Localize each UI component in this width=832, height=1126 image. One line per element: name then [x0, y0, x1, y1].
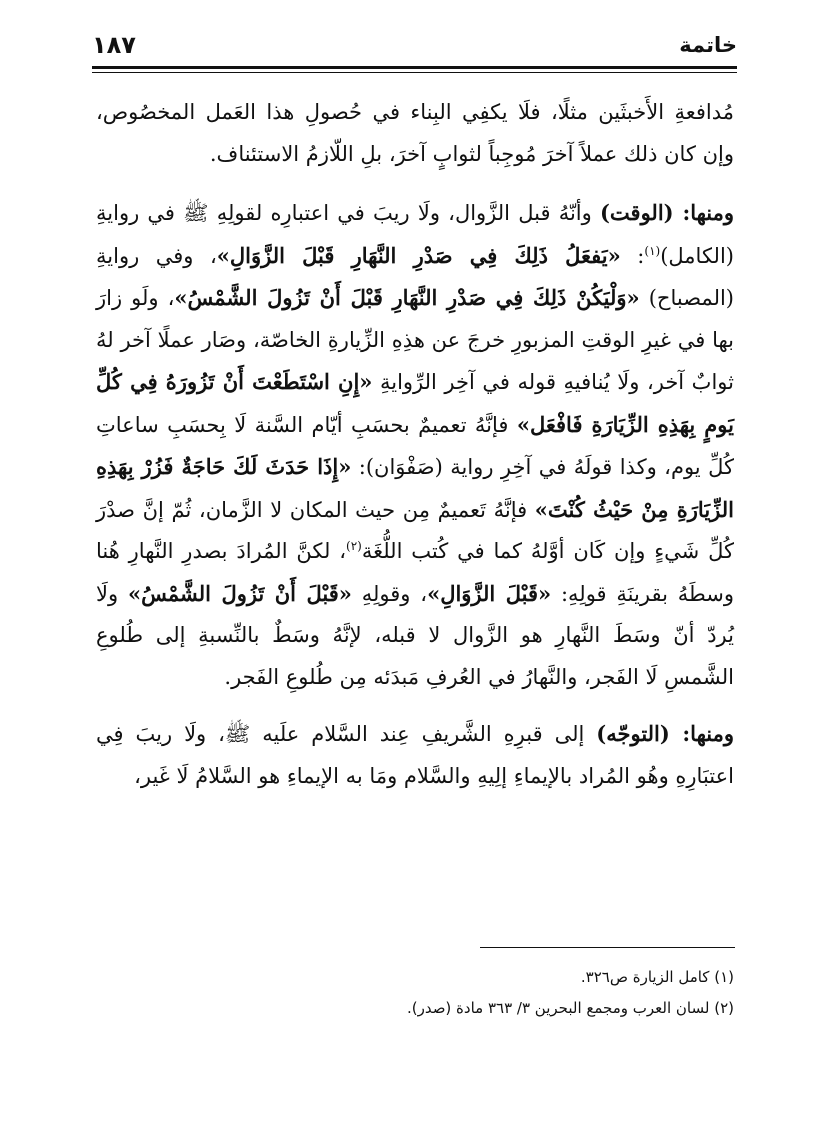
footnote-separator [480, 947, 735, 948]
quote-1: «يَفعَلُ ذَلِكَ فِي صَدْرِ النَّهَارِ قَبْلَ الزَّوَالِ» [216, 242, 621, 268]
section-lead-time: ومنها: (الوقت) [599, 200, 734, 225]
text-run: فإنَّهُ تَعميمٌ مِن حيث المكان لا الزَّمان، ثُمّ إنَّ صدْرَ كُلِّ شَيءٍ وإن كَان أوَّلهُ كما في كُتب اللُّغَة [96, 497, 734, 563]
paragraph-3 [96, 713, 734, 797]
page-header [92, 26, 737, 64]
page-number: ١٨٧ [92, 31, 136, 59]
text-run: ، وفي روايةِ (المصباح) [96, 243, 734, 310]
text-run: ، ولَو زارَ بها في غيرِ الوقتِ المزبورِ خرجَ عن هذِهِ الزِّيارةِ الخاصّة، وصَار عملًا آخر لهُ ثوابٌ آخر، ولَا يُنافيهِ قوله في آخِر الرِّوايةِ [96, 286, 734, 394]
text-run: ولَا يُردّ أنّ وسَطَ النَّهارِ هو الزَّوال لا قبله، لإنَّهُ وسَطٌ بالنِّسبةِ إلى طُلوعِ الشَّمسِ لَا الفَجر، والنَّهارُ في العُرفِ مَبدَئه مِن طُلوعِ الفَجر. [96, 581, 734, 689]
text-run: فإنَّهُ تعميمٌ بحسَبِ أيّام السَّنة لَا بِحسَبِ ساعاتِ كُلِّ يوم، وكذا قولَهُ في آخِرِ رواية (صَفْوَان): [96, 412, 734, 479]
quote-5: «قَبْلَ الزَّوَالِ» [427, 580, 552, 606]
text-run: : [620, 243, 645, 268]
running-title: خاتمة [679, 33, 737, 57]
quote-6: «قَبْلَ أَنْ تَزُولَ الشَّمْسُ» [127, 580, 352, 606]
footnote-ref-1: (١) [644, 243, 661, 258]
text-run: ، لكنَّ المُرادَ بصدرِ النَّهارِ هُنا وسطَهُ بقرينَةِ قولِهِ: [96, 539, 734, 606]
paragraph-1: مُدافعةِ الأَخبثَين مثلًا، فلَا يكفِي البِناء في حُصولِ هذا العَمل المخصُوص، وإن كان ذلك عملاً آخرَ مُوجِباً لثوابٍ آخرَ، بلِ اللّازمُ الاستئناف. [96, 100, 734, 166]
text-run: وأنّهُ قبل الزَّوال، ولَا ريبَ في اعتبارِه لقولِهِ ﷺ في روايةِ (الكامل) [96, 201, 734, 268]
paragraph-2 [96, 192, 734, 698]
footnotes [96, 962, 734, 1024]
header-rule-thick [92, 66, 737, 69]
text-run: إلى قبرِهِ الشَّريفِ عِند السَّلام علَيه ﷺ، ولَا ريبَ فِي اعتبَارِهِ وهُو المُراد بالإيماءِ إلِيهِ والسَّلام ومَا به الإيماءِ هو السَّلامُ لَا غَير، [96, 722, 734, 788]
quote-4: «إِذَا حَدَثَ لَكَ حَاجَةٌ فَزُرْ بِهَذِهِ الزِّيَارَةِ مِنْ حَيْثُ كُنْتَ» [96, 454, 734, 522]
header-rule-thin [92, 72, 737, 73]
text-run: ، وقولِهِ [351, 581, 428, 606]
quote-3: «إِنِ اسْتَطَعْتَ أَنْ تَزُورَهُ فِي كُلِّ يَومٍ بِهَذِهِ الزِّيَارَةِ فَافْعَل» [96, 369, 734, 437]
footnote-1: (١) كامل الزيارة ص٣٢٦. [580, 968, 734, 986]
section-lead-orientation: ومنها: (التوجّه) [596, 721, 734, 746]
quote-2: «وَلْيَكُنْ ذَلِكَ فِي صَدْرِ النَّهَارِ قَبْلَ أَنْ تَزُولَ الشَّمْسُ» [174, 285, 640, 310]
body-text [96, 92, 734, 797]
footnote-2: (٢) لسان العرب ومجمع البحرين ٣/ ٣٦٣ مادة (صدر). [406, 999, 734, 1017]
footnote-ref-2: (٢) [346, 539, 362, 553]
